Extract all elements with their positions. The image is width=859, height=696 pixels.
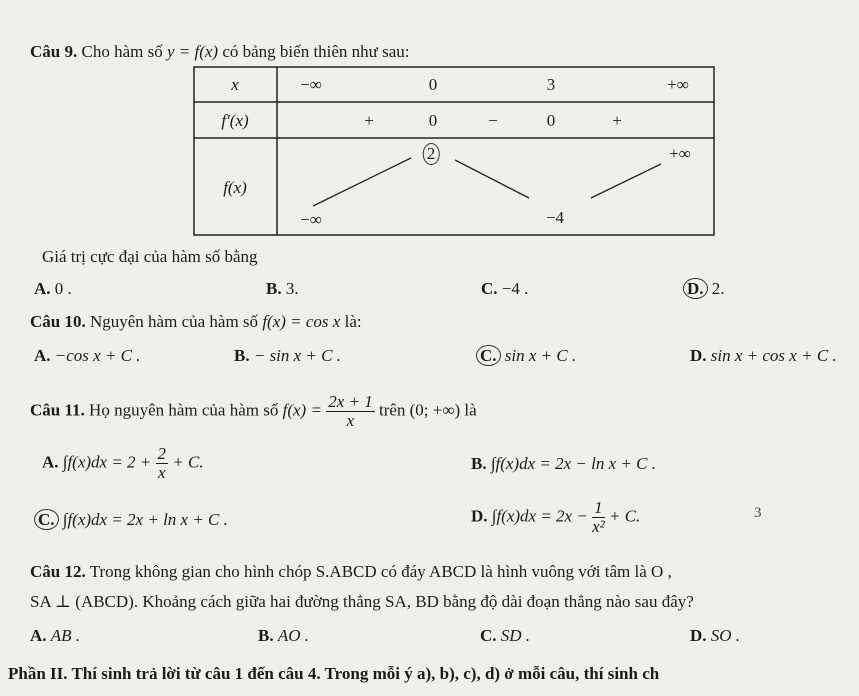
q9-header (30, 42, 410, 62)
x-value: +∞ (667, 75, 689, 94)
option-pre: ∫f(x)dx = 2x − (491, 506, 588, 526)
row-label-x: x (231, 75, 239, 94)
q9-question: Giá trị cực đại của hàm số bằng (42, 247, 258, 266)
fraction-denominator: x² (592, 517, 605, 536)
option-letter: B. (266, 279, 282, 298)
q10-header (30, 312, 362, 332)
option-text: AB . (50, 626, 81, 645)
f-value: +∞ (669, 144, 691, 163)
option-letter: A. (34, 346, 51, 365)
option-letter: C. (480, 626, 497, 645)
q12-option-c[interactable] (480, 626, 530, 646)
option-letter: D. (690, 346, 707, 365)
x-value: 3 (546, 75, 556, 94)
part2-heading: Phần II. Thí sinh trả lời từ câu 1 đến câu 4. Trong mỗi ý a), b), c), d) ở mỗi câu, thí sinh ch (8, 664, 660, 683)
q12-label: Câu 12. (30, 562, 86, 581)
f-value-min: −4 (545, 208, 565, 227)
option-letter: C. (481, 279, 498, 298)
fprime-sign: 0 (428, 111, 438, 130)
option-text: AO . (277, 626, 310, 645)
arrow-down (455, 160, 529, 198)
q10-func: f(x) = cos x (262, 312, 341, 331)
option-text: − sin x + C . (253, 346, 342, 365)
fraction-numerator: 2 (157, 444, 167, 463)
q9-option-c[interactable] (481, 279, 528, 299)
option-text: −4 . (501, 279, 529, 298)
q10-text-before: Nguyên hàm của hàm số (89, 312, 259, 331)
q12-line2: SA ⊥ (ABCD). Khoảng cách giữa hai đường thẳng SA, BD bằng độ dài đoạn thẳng nào sau đây? (30, 592, 694, 611)
q10-option-d[interactable] (690, 346, 837, 366)
q11-fraction (326, 393, 375, 430)
option-text: −cos x + C . (54, 346, 141, 365)
fprime-sign: 0 (546, 111, 556, 130)
q9-option-b[interactable] (266, 279, 299, 299)
fprime-sign: − (488, 111, 498, 130)
fraction-denominator: x (158, 463, 166, 482)
q9-option-a[interactable] (34, 279, 72, 299)
option-letter: B. (471, 454, 487, 473)
option-fraction (592, 499, 605, 536)
q9-text-after: có bảng biến thiên như sau: (222, 42, 410, 61)
option-letter: A. (34, 279, 51, 298)
option-letter: A. (42, 452, 59, 472)
row-label-f: f(x) (223, 178, 247, 197)
row-label-fprime: f′(x) (221, 111, 249, 130)
option-letter: D. (690, 626, 707, 645)
q9-option-d[interactable] (683, 279, 725, 299)
option-text: ∫f(x)dx = 2x + ln x + C . (62, 510, 228, 529)
fraction-denominator: x (346, 411, 355, 430)
option-post: + C. (172, 452, 204, 472)
arrow-up-1 (313, 158, 411, 206)
variation-table-lines (193, 66, 715, 236)
option-text: sin x + C . (504, 346, 577, 365)
f-value: −∞ (300, 210, 322, 229)
q10-option-a[interactable] (34, 346, 141, 366)
option-text: sin x + cos x + C . (710, 346, 837, 365)
x-value: 0 (428, 75, 438, 94)
q11-option-b[interactable] (471, 454, 656, 474)
variation-table (193, 66, 715, 236)
q11-label: Câu 11. (30, 400, 85, 420)
q9-func: y = f(x) (166, 42, 219, 61)
q12-option-b[interactable] (258, 626, 309, 646)
option-post: + C. (608, 506, 641, 526)
option-letter: D. (471, 506, 488, 526)
x-value: −∞ (300, 75, 322, 94)
q11-header (30, 393, 477, 430)
q12-option-a[interactable] (30, 626, 80, 646)
q10-label: Câu 10. (30, 312, 86, 331)
option-text: 2. (711, 279, 725, 298)
q9-text-before: Cho hàm số (81, 42, 163, 61)
q11-option-a[interactable] (42, 445, 204, 482)
margin-note: 3 (754, 505, 762, 521)
option-text: 3. (285, 279, 299, 298)
q12-option-d[interactable] (690, 626, 740, 646)
q10-option-c[interactable] (476, 346, 576, 366)
fraction-numerator: 1 (592, 499, 605, 518)
fprime-sign: + (364, 111, 374, 130)
option-text: SD . (500, 626, 531, 645)
q10-text-after: là: (344, 312, 362, 331)
q12-line1 (30, 562, 672, 582)
option-letter: B. (234, 346, 250, 365)
option-letter: A. (30, 626, 47, 645)
option-letter-circled: C. (476, 345, 501, 366)
fprime-sign: + (612, 111, 622, 130)
q10-option-b[interactable] (234, 346, 341, 366)
option-text: SO . (710, 626, 741, 645)
arrow-up-2 (591, 164, 661, 198)
q11-text-after: trên (0; +∞) là (378, 400, 477, 420)
fraction-numerator: 2x + 1 (328, 392, 373, 411)
option-text: 0 . (54, 279, 72, 298)
option-letter: B. (258, 626, 274, 645)
q11-option-c[interactable] (34, 510, 228, 530)
q11-text-before: Họ nguyên hàm của hàm số (89, 400, 279, 420)
q11-option-d[interactable] (471, 499, 640, 536)
f-value-max: 2 (423, 143, 440, 165)
option-text: ∫f(x)dx = 2x − ln x + C . (490, 454, 656, 473)
option-pre: ∫f(x)dx = 2 + (62, 452, 152, 472)
q9-label: Câu 9. (30, 42, 78, 61)
option-letter-circled: D. (683, 278, 708, 299)
option-fraction (156, 445, 169, 482)
q12-text-line1: Trong không gian cho hình chóp S.ABCD có đáy ABCD là hình vuông với tâm là O , (89, 562, 672, 581)
option-letter-circled: C. (34, 509, 59, 530)
q11-func-lhs: f(x) = (282, 400, 322, 420)
